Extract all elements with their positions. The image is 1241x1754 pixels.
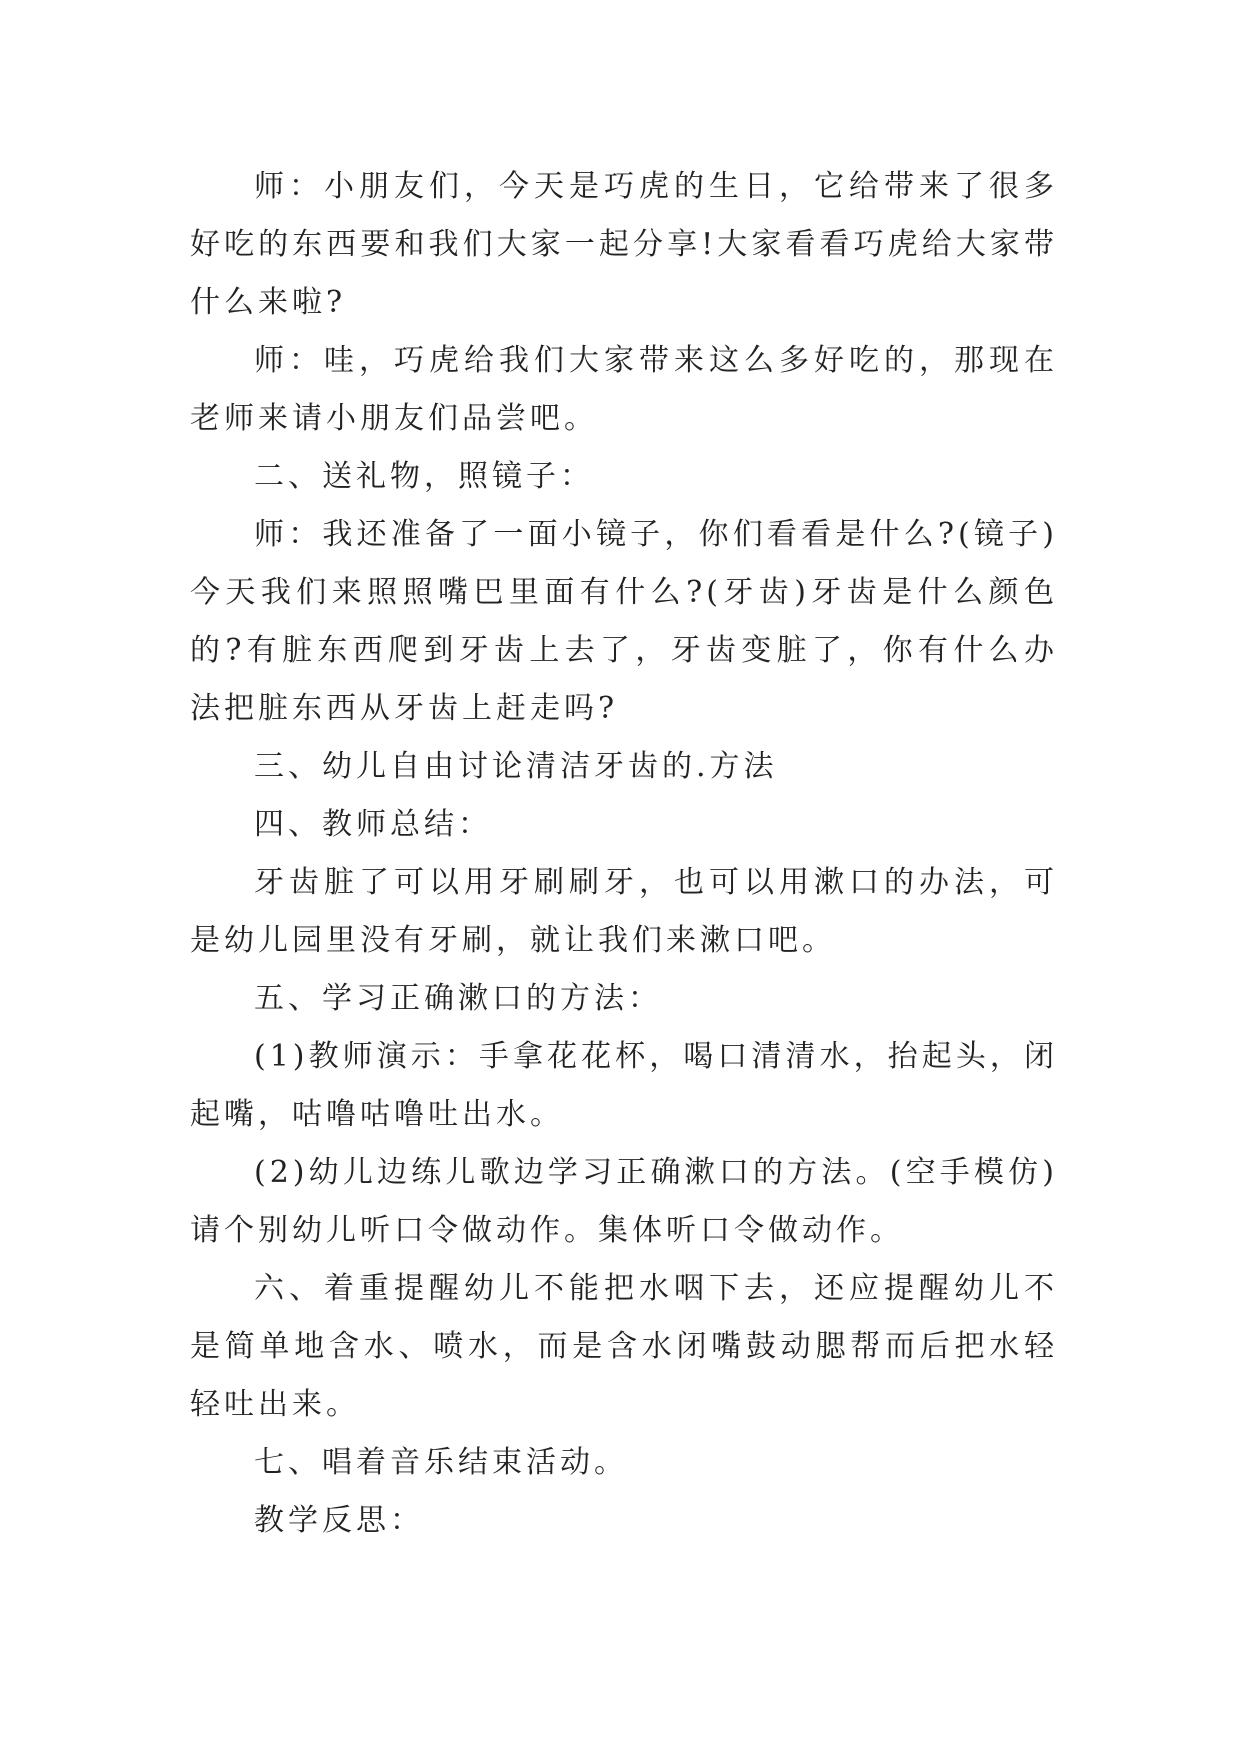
document-body: [190, 158, 1058, 1550]
paragraph: (1)教师演示：手拿花花杯，喝口清清水，抬起头，闭起嘴，咕噜咕噜吐出水。: [190, 1039, 1058, 1132]
paragraph: 师：小朋友们，今天是巧虎的生日，它给带来了很多好吃的东西要和我们大家一起分享!大家看看巧虎给大家带什么来啦?: [190, 169, 1058, 320]
paragraph: 师：哇，巧虎给我们大家带来这么多好吃的，那现在老师来请小朋友们品尝吧。: [190, 343, 1058, 436]
section-heading: 七、唱着音乐结束活动。: [254, 1445, 628, 1480]
section-heading: 教学反思：: [254, 1503, 424, 1538]
section-heading: 五、学习正确漱口的方法：: [254, 981, 662, 1016]
section-heading: 三、幼儿自由讨论清洁牙齿的.方法: [254, 749, 778, 784]
paragraph: (2)幼儿边练儿歌边学习正确漱口的方法。(空手模仿)请个别幼儿听口令做动作。集体听口令做动作。: [190, 1155, 1058, 1248]
section-heading: 四、教师总结：: [254, 807, 492, 842]
paragraph: 牙齿脏了可以用牙刷刷牙，也可以用漱口的办法，可是幼儿园里没有牙刷，就让我们来漱口吧。: [190, 865, 1058, 958]
section-heading: 六、着重提醒幼儿不能把水咽下去，还应提醒幼儿不是简单地含水、喷水，而是含水闭嘴鼓动腮帮而后把水轻轻吐出来。: [190, 1271, 1058, 1422]
section-heading: 二、送礼物，照镜子：: [254, 459, 594, 494]
paragraph: 师：我还准备了一面小镜子，你们看看是什么?(镜子)今天我们来照照嘴巴里面有什么?(牙齿)牙齿是什么颜色的?有脏东西爬到牙齿上去了，牙齿变脏了，你有什么办法把脏东西从牙齿上赶走吗?: [190, 517, 1058, 726]
